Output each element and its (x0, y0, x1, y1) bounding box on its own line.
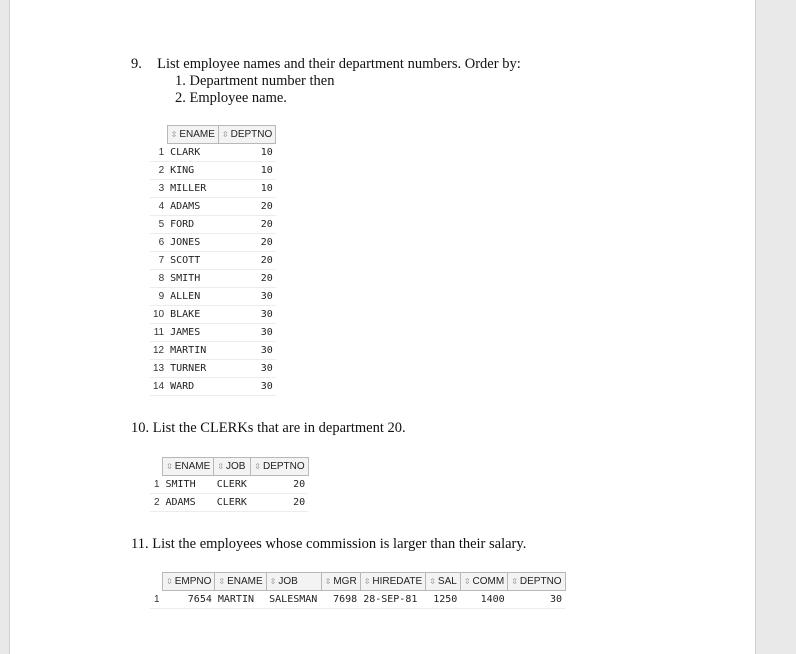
order-item-2: 2. Employee name. (175, 90, 287, 106)
sort-arrows-icon: ⇳ (463, 577, 471, 586)
row-number: 12 (150, 342, 167, 360)
column-header[interactable]: ⇳ COMM (460, 573, 507, 591)
table-cell[interactable]: 30 (218, 342, 275, 360)
row-number: 1 (150, 591, 163, 609)
table-row[interactable] (150, 180, 276, 198)
table-cell[interactable]: JAMES (167, 324, 218, 342)
result-grid-q11 (150, 572, 566, 609)
question-text: List employee names and their department numbers. Order by: (157, 56, 521, 72)
table-cell[interactable]: 1250 (426, 591, 461, 609)
table-cell[interactable]: FORD (167, 216, 218, 234)
table-cell[interactable]: SMITH (167, 270, 218, 288)
row-number: 2 (150, 162, 167, 180)
sort-arrows-icon: ⇳ (170, 130, 178, 139)
table-cell[interactable]: 10 (218, 144, 275, 162)
table-row[interactable] (150, 591, 565, 609)
table-row[interactable] (150, 360, 276, 378)
table-cell[interactable]: 20 (218, 270, 275, 288)
table-cell[interactable]: 1400 (460, 591, 507, 609)
sort-arrows-icon: ⇳ (269, 577, 277, 586)
table-cell[interactable]: 30 (508, 591, 565, 609)
question-number: 10. (131, 420, 150, 436)
table-cell[interactable]: 30 (218, 306, 275, 324)
row-number: 1 (150, 476, 163, 494)
table-cell[interactable]: SCOTT (167, 252, 218, 270)
table-cell[interactable]: 20 (251, 476, 308, 494)
table-cell[interactable]: CLERK (214, 476, 251, 494)
row-number: 9 (150, 288, 167, 306)
table-cell[interactable]: SALESMAN (266, 591, 321, 609)
sort-arrows-icon: ⇳ (363, 577, 371, 586)
table-cell[interactable]: 10 (218, 180, 275, 198)
table-row[interactable] (150, 378, 276, 396)
table-cell[interactable]: 30 (218, 324, 275, 342)
column-header[interactable]: ⇳ ENAME (215, 573, 266, 591)
table-row[interactable] (150, 342, 276, 360)
row-number: 3 (150, 180, 167, 198)
row-number-header (150, 573, 163, 591)
table-cell[interactable]: 30 (218, 360, 275, 378)
sort-arrows-icon: ⇳ (254, 462, 261, 471)
table-cell[interactable]: WARD (167, 378, 218, 396)
row-number: 2 (150, 494, 163, 512)
table-cell[interactable]: 7654 (163, 591, 215, 609)
table-cell[interactable]: ADAMS (163, 494, 214, 512)
table-cell[interactable]: KING (167, 162, 218, 180)
table-cell[interactable]: ADAMS (167, 198, 218, 216)
table-cell[interactable]: 20 (218, 216, 275, 234)
table-cell[interactable]: 30 (218, 288, 275, 306)
row-number: 5 (150, 216, 167, 234)
table-cell[interactable]: MILLER (167, 180, 218, 198)
sort-arrows-icon: ⇳ (166, 462, 173, 471)
result-grid-q9 (150, 125, 276, 396)
column-header[interactable]: ⇳ DEPTNO (218, 126, 275, 144)
question-text: List the CLERKs that are in department 20. (152, 420, 406, 436)
table-row[interactable] (150, 198, 276, 216)
table-row[interactable] (150, 324, 276, 342)
row-number: 6 (150, 234, 167, 252)
table-row[interactable] (150, 252, 276, 270)
sort-arrows-icon: ⇳ (217, 462, 224, 471)
row-number: 7 (150, 252, 167, 270)
table-cell[interactable]: 7698 (321, 591, 360, 609)
row-number-header (150, 458, 163, 476)
column-header[interactable]: ⇳ SAL (426, 573, 461, 591)
column-header[interactable]: ⇳ DEPTNO (508, 573, 565, 591)
order-item-1: 1. Department number then (175, 73, 335, 89)
table-cell[interactable]: 10 (218, 162, 275, 180)
table-cell[interactable]: 20 (218, 234, 275, 252)
table-row[interactable] (150, 494, 308, 512)
sort-arrows-icon: ⇳ (429, 577, 436, 586)
table-row[interactable] (150, 288, 276, 306)
table-cell[interactable]: ALLEN (167, 288, 218, 306)
table-cell[interactable]: 30 (218, 378, 275, 396)
row-number: 8 (150, 270, 167, 288)
sort-arrows-icon: ⇳ (324, 577, 332, 586)
column-header[interactable]: ⇳ EMPNO (163, 573, 215, 591)
sort-arrows-icon: ⇳ (166, 577, 173, 586)
column-header[interactable]: ⇳ HIREDATE (360, 573, 426, 591)
sort-arrows-icon: ⇳ (221, 130, 229, 139)
row-number: 11 (150, 324, 167, 342)
sort-arrows-icon: ⇳ (511, 577, 518, 586)
table-row[interactable] (150, 234, 276, 252)
question-number: 9. (131, 56, 142, 72)
question-10 (131, 420, 406, 436)
question-number: 11. (131, 536, 149, 552)
table-cell[interactable]: 28-SEP-81 (360, 591, 426, 609)
row-number: 4 (150, 198, 167, 216)
table-cell[interactable]: MARTIN (215, 591, 266, 609)
row-number: 10 (150, 306, 167, 324)
row-number: 13 (150, 360, 167, 378)
column-header[interactable]: ⇳ JOB (266, 573, 321, 591)
question-9 (131, 56, 521, 72)
table-cell[interactable]: 20 (218, 252, 275, 270)
column-header[interactable]: ⇳ DEPTNO (251, 458, 308, 476)
table-cell[interactable]: SMITH (163, 476, 214, 494)
column-header[interactable]: ⇳ ENAME (167, 126, 218, 144)
sort-arrows-icon: ⇳ (218, 577, 226, 586)
question-text: List the employees whose commission is larger than their salary. (152, 536, 527, 552)
table-cell[interactable]: 20 (251, 494, 308, 512)
row-number: 1 (150, 144, 167, 162)
table-row[interactable] (150, 476, 308, 494)
column-header[interactable]: ⇳ MGR (321, 573, 360, 591)
table-cell[interactable]: CLARK (167, 144, 218, 162)
table-row[interactable] (150, 270, 276, 288)
table-row[interactable] (150, 144, 276, 162)
table-cell[interactable]: 20 (218, 198, 275, 216)
table-cell[interactable]: CLERK (214, 494, 251, 512)
table-row[interactable] (150, 162, 276, 180)
table-cell[interactable]: BLAKE (167, 306, 218, 324)
table-cell[interactable]: MARTIN (167, 342, 218, 360)
table-cell[interactable]: TURNER (167, 360, 218, 378)
table-row[interactable] (150, 216, 276, 234)
row-number: 14 (150, 378, 167, 396)
column-header[interactable]: ⇳ JOB (214, 458, 251, 476)
question-11 (131, 536, 526, 552)
row-number-header (150, 126, 167, 144)
result-grid-q10 (150, 457, 309, 512)
table-row[interactable] (150, 306, 276, 324)
table-cell[interactable]: JONES (167, 234, 218, 252)
column-header[interactable]: ⇳ ENAME (163, 458, 214, 476)
document-page (9, 0, 756, 654)
